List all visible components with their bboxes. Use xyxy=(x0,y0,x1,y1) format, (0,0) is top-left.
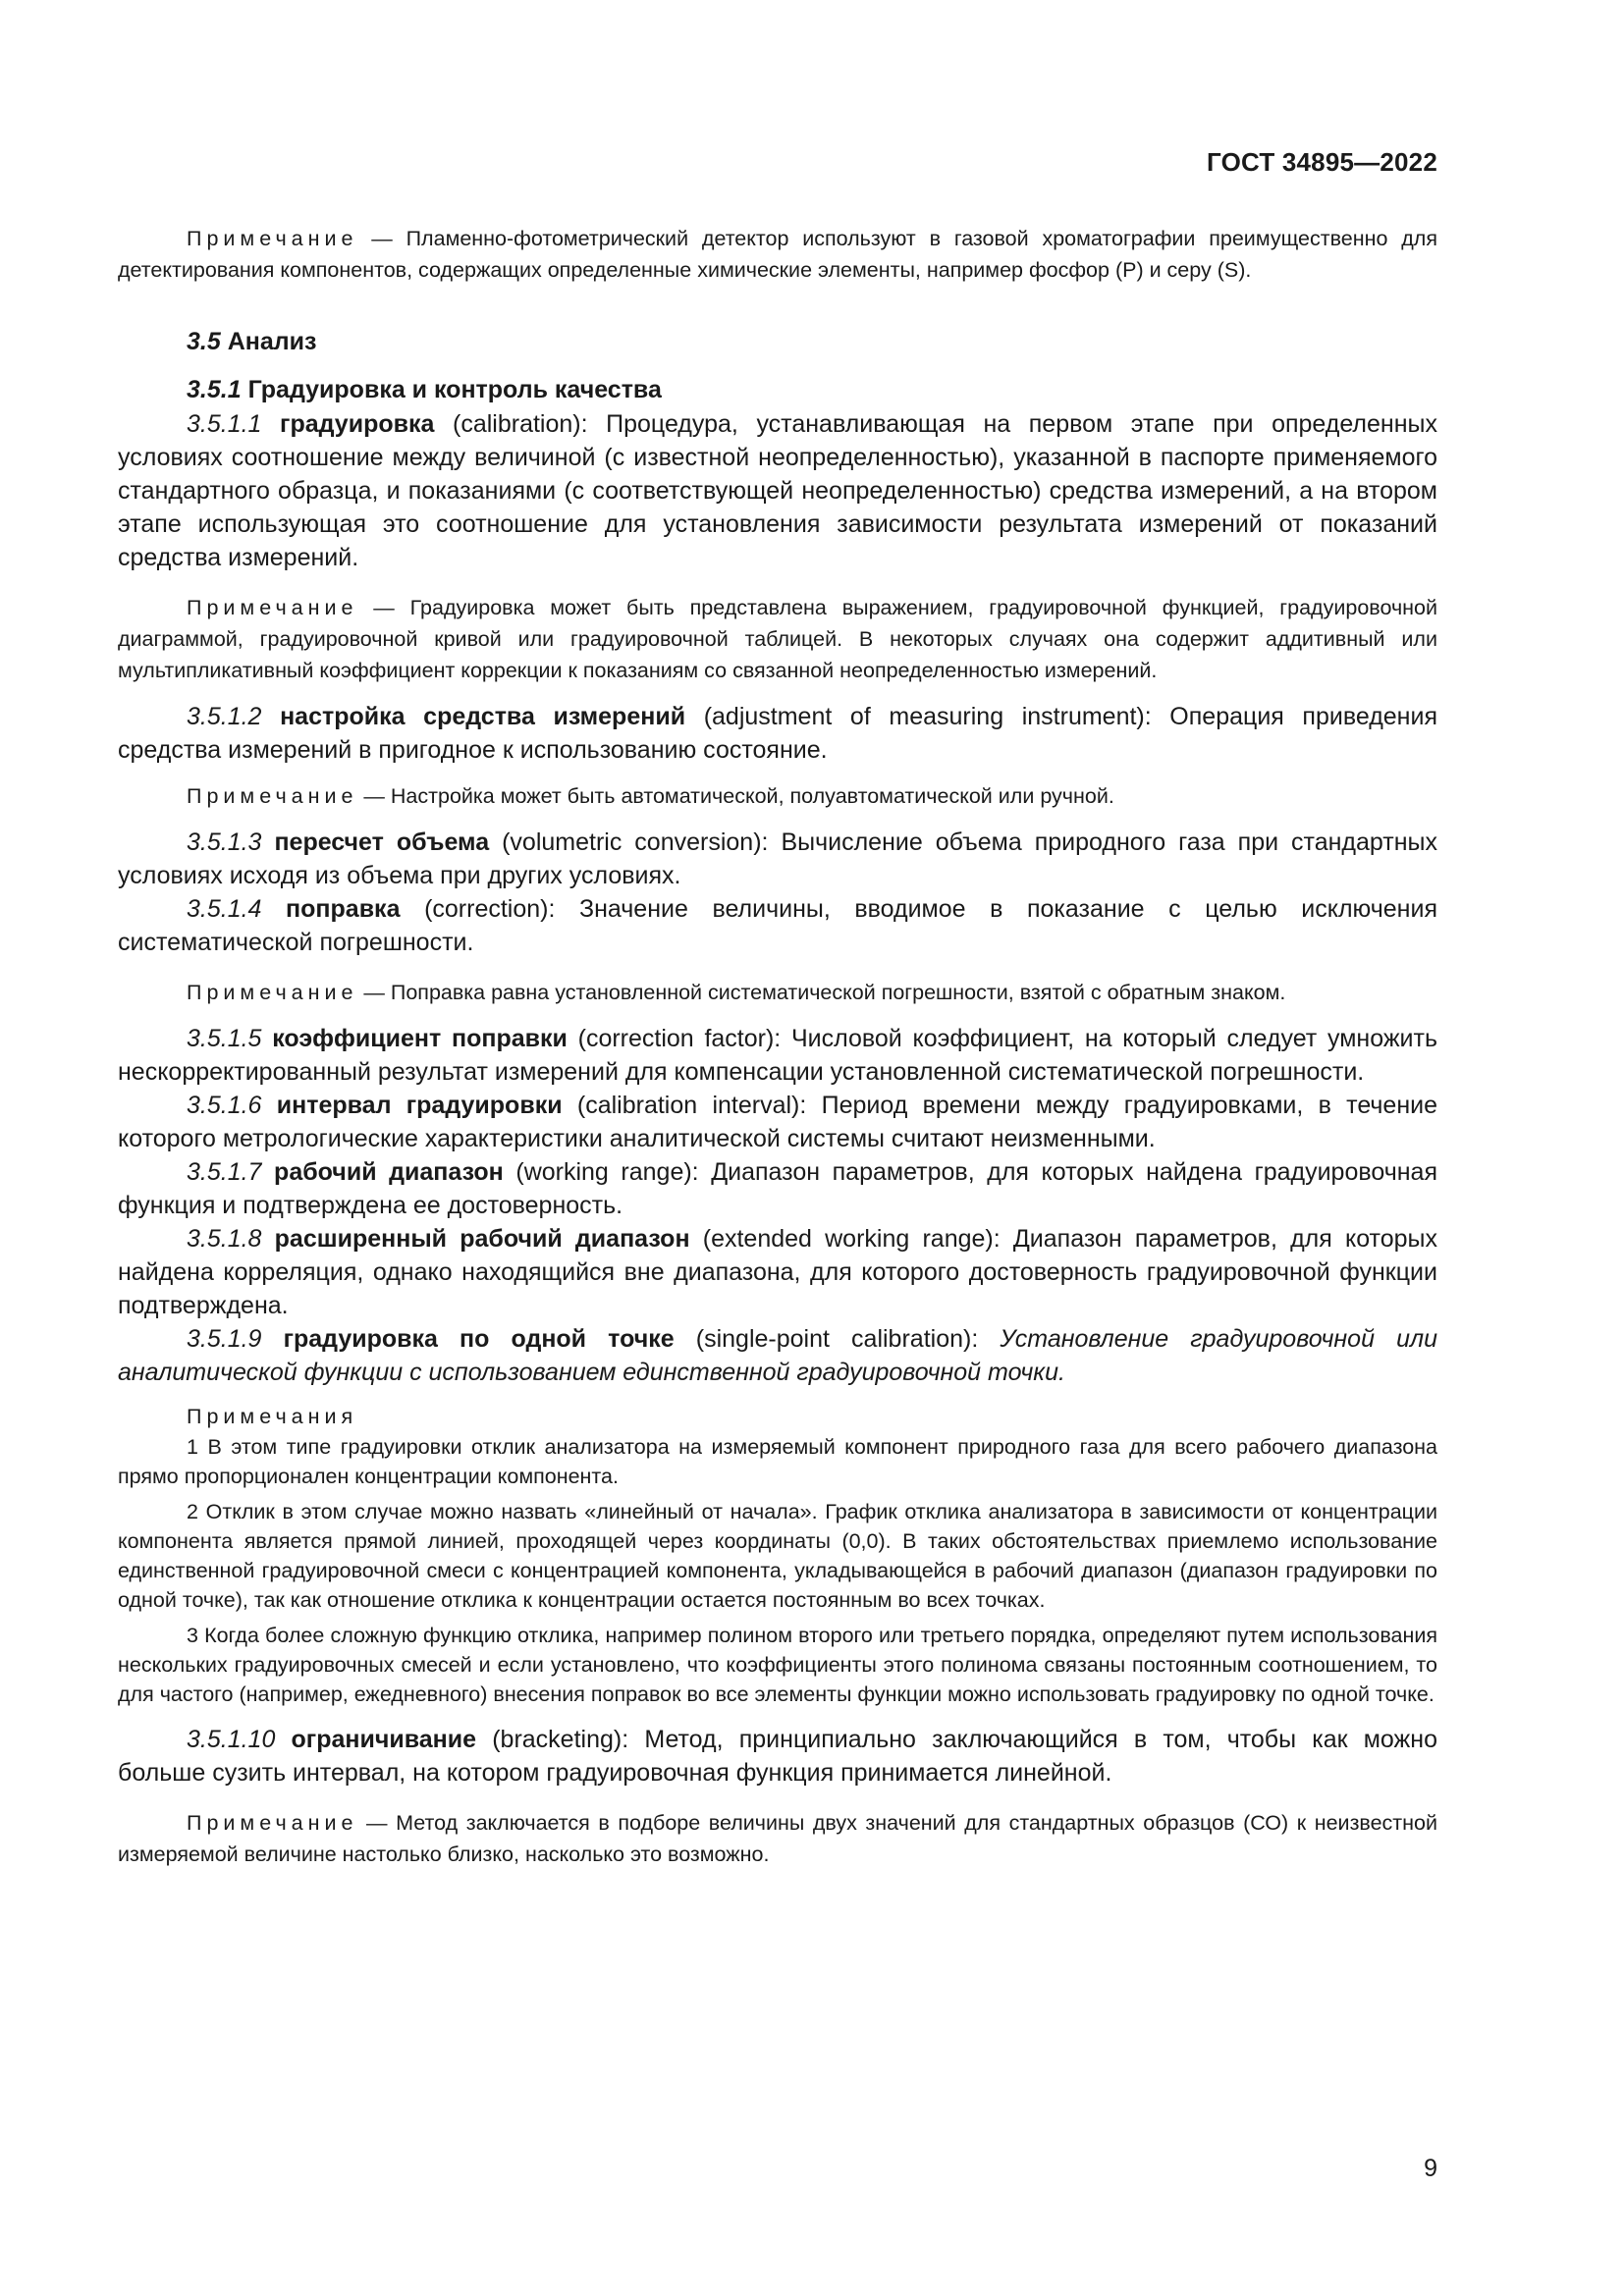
definition-3-5-1-2 xyxy=(118,700,1437,767)
definition-text: (working range): Диапазон параметров, для которых найдена градуировочная функция и подтверждена ее достоверность. xyxy=(118,1158,1437,1219)
section-title: Анализ xyxy=(227,328,317,355)
definition-number: 3.5.1.8 xyxy=(187,1225,262,1253)
section-heading-3-5-1 xyxy=(118,373,1437,407)
definition-term: поправка xyxy=(286,895,401,923)
definition-italic-text: Установление градуировочной или аналитической функции с использованием единственной градуировочной точки. xyxy=(118,1325,1437,1386)
numbered-note-1: 1 В этом типе градуировки отклик анализатора на измеряемый компонент природного газа для всего рабочего диапазона прямо пропорционален концентрации компонента. xyxy=(118,1435,1437,1488)
note-label: Примечание xyxy=(187,1811,358,1835)
definition-3-5-1-10 xyxy=(118,1723,1437,1789)
definition-number: 3.5.1.4 xyxy=(187,895,262,923)
note-text: — Настройка может быть автоматической, полуавтоматической или ручной. xyxy=(357,784,1114,808)
numbered-note-3: 3 Когда более сложную функцию отклика, например полином второго или третьего порядка, определяют путем использования нескольких градуировочных смесей и если установлено, что коэффициенты этого полинома связаны постоянным соотношением, то для частого (например, ежедневного) внесения поправок во все элементы функции можно использовать градуировку по одной точке. xyxy=(118,1624,1437,1706)
definition-term: градуировка по одной точке xyxy=(283,1325,675,1353)
definition-text: (bracketing): Метод, принципиально заключающийся в том, чтобы как можно больше сузить интервал, на котором градуировочная функция принимается линейной. xyxy=(118,1726,1437,1787)
definition-number: 3.5.1.5 xyxy=(187,1025,262,1052)
note-calibration xyxy=(118,592,1437,686)
note-bracketing xyxy=(118,1807,1437,1870)
definition-number: 3.5.1.7 xyxy=(187,1158,262,1186)
definition-term: интервал градуировки xyxy=(276,1092,563,1119)
definition-3-5-1-7 xyxy=(118,1155,1437,1222)
definition-3-5-1-5 xyxy=(118,1022,1437,1089)
note-label: Примечание xyxy=(187,981,358,1004)
definition-term: ограничивание xyxy=(291,1726,477,1753)
note-adjustment xyxy=(118,780,1437,812)
section-title: Градуировка и контроль качества xyxy=(247,376,662,403)
note-text: — Пламенно-фотометрический детектор используют в газовой хроматографии преимущественно для детектирования компонентов, содержащих определенные химические элементы, например фосфор (P) и серу (S). xyxy=(118,227,1437,282)
definition-term: градуировка xyxy=(280,410,435,438)
definition-term: настройка средства измерений xyxy=(280,703,686,730)
page-content xyxy=(118,223,1437,1870)
definition-text: (correction factor): Числовой коэффициент, на который следует умножить нескорректированный результат измерений для компенсации установленной систематической погрешности. xyxy=(118,1025,1437,1086)
definition-term: пересчет объема xyxy=(274,828,490,856)
definition-number: 3.5.1.1 xyxy=(187,410,262,438)
notes-heading-label: Примечания xyxy=(187,1405,358,1428)
definition-number: 3.5.1.9 xyxy=(187,1325,262,1353)
note-text: — Поправка равна установленной систематической погрешности, взятой с обратным знаком. xyxy=(357,981,1286,1004)
note-correction xyxy=(118,977,1437,1008)
definition-term: коэффициент поправки xyxy=(272,1025,568,1052)
note-label: Примечание xyxy=(187,596,358,619)
note-flame-detector xyxy=(118,223,1437,286)
definition-3-5-1-3 xyxy=(118,826,1437,892)
note-label: Примечание xyxy=(187,227,358,250)
definition-term: расширенный рабочий диапазон xyxy=(274,1225,690,1253)
definition-number: 3.5.1.2 xyxy=(187,703,262,730)
definition-number: 3.5.1.6 xyxy=(187,1092,262,1119)
definition-3-5-1-6 xyxy=(118,1089,1437,1155)
notes-heading xyxy=(118,1401,1437,1432)
section-heading-3-5 xyxy=(118,325,1437,359)
definition-text: (adjustment of measuring instrument): Операция приведения средства измерений в пригодное к использованию состояние. xyxy=(118,703,1437,764)
definition-text: (volumetric conversion): Вычисление объема природного газа при стандартных условиях исходя из объема при других условиях. xyxy=(118,828,1437,889)
definition-3-5-1-8 xyxy=(118,1222,1437,1322)
definition-text: (correction): Значение величины, вводимое в показание с целью исключения систематической погрешности. xyxy=(118,895,1437,956)
standard-header: ГОСТ 34895—2022 xyxy=(1207,147,1437,177)
definition-number: 3.5.1.3 xyxy=(187,828,262,856)
definition-3-5-1-1 xyxy=(118,407,1437,574)
definition-text: (single-point calibration): xyxy=(674,1325,1001,1353)
definition-text: (calibration): Процедура, устанавливающая на первом этапе при определенных условиях соотношение между величиной (с известной неопределенностью), указанной в паспорте применяемого стандартного образца, и показаниями (с соответствующей неопределенностью) средства измерений, а на втором этапе использующая это соотношение для установления зависимости результата измерений от показаний средства измерений. xyxy=(118,410,1437,571)
note-label: Примечание xyxy=(187,784,358,808)
definition-text: (extended working range): Диапазон параметров, для которых найдена корреляция, однако находящийся вне диапазона, для которого достоверность градуировочной функции подтверждена. xyxy=(118,1225,1438,1319)
definition-3-5-1-4 xyxy=(118,892,1437,959)
section-number: 3.5.1 xyxy=(187,376,242,403)
definition-number: 3.5.1.10 xyxy=(187,1726,276,1753)
definition-text: (calibration interval): Период времени между градуировками, в течение которого метрологические характеристики аналитической системы считают неизменными. xyxy=(118,1092,1438,1152)
page-number: 9 xyxy=(1424,2155,1437,2182)
note-text: — Метод заключается в подборе величины двух значений для стандартных образцов (СО) к неизвестной измеряемой величине настолько близко, насколько это возможно. xyxy=(118,1811,1437,1866)
note-text: — Градуировка может быть представлена выражением, градуировочной функцией, градуировочной диаграммой, градуировочной кривой или градуировочной таблицей. В некоторых случаях она содержит аддитивный или мультипликативный коэффициент коррекции к показаниям со связанной неопределенностью измерений. xyxy=(118,596,1437,682)
definition-3-5-1-9 xyxy=(118,1322,1437,1389)
section-number: 3.5 xyxy=(187,328,221,355)
numbered-note-2: 2 Отклик в этом случае можно назвать «линейный от начала». График отклика анализатора в зависимости от концентрации компонента является прямой линией, проходящей через координаты (0,0). В таких обстоятельствах приемлемо использование единственной градуировочной смеси с концентрацией компонента, укладывающейся в рабочий диапазон (диапазон градуировки по одной точке), так как отношение отклика к концентрации остается постоянным во всех точках. xyxy=(118,1500,1437,1612)
definition-term: рабочий диапазон xyxy=(274,1158,504,1186)
